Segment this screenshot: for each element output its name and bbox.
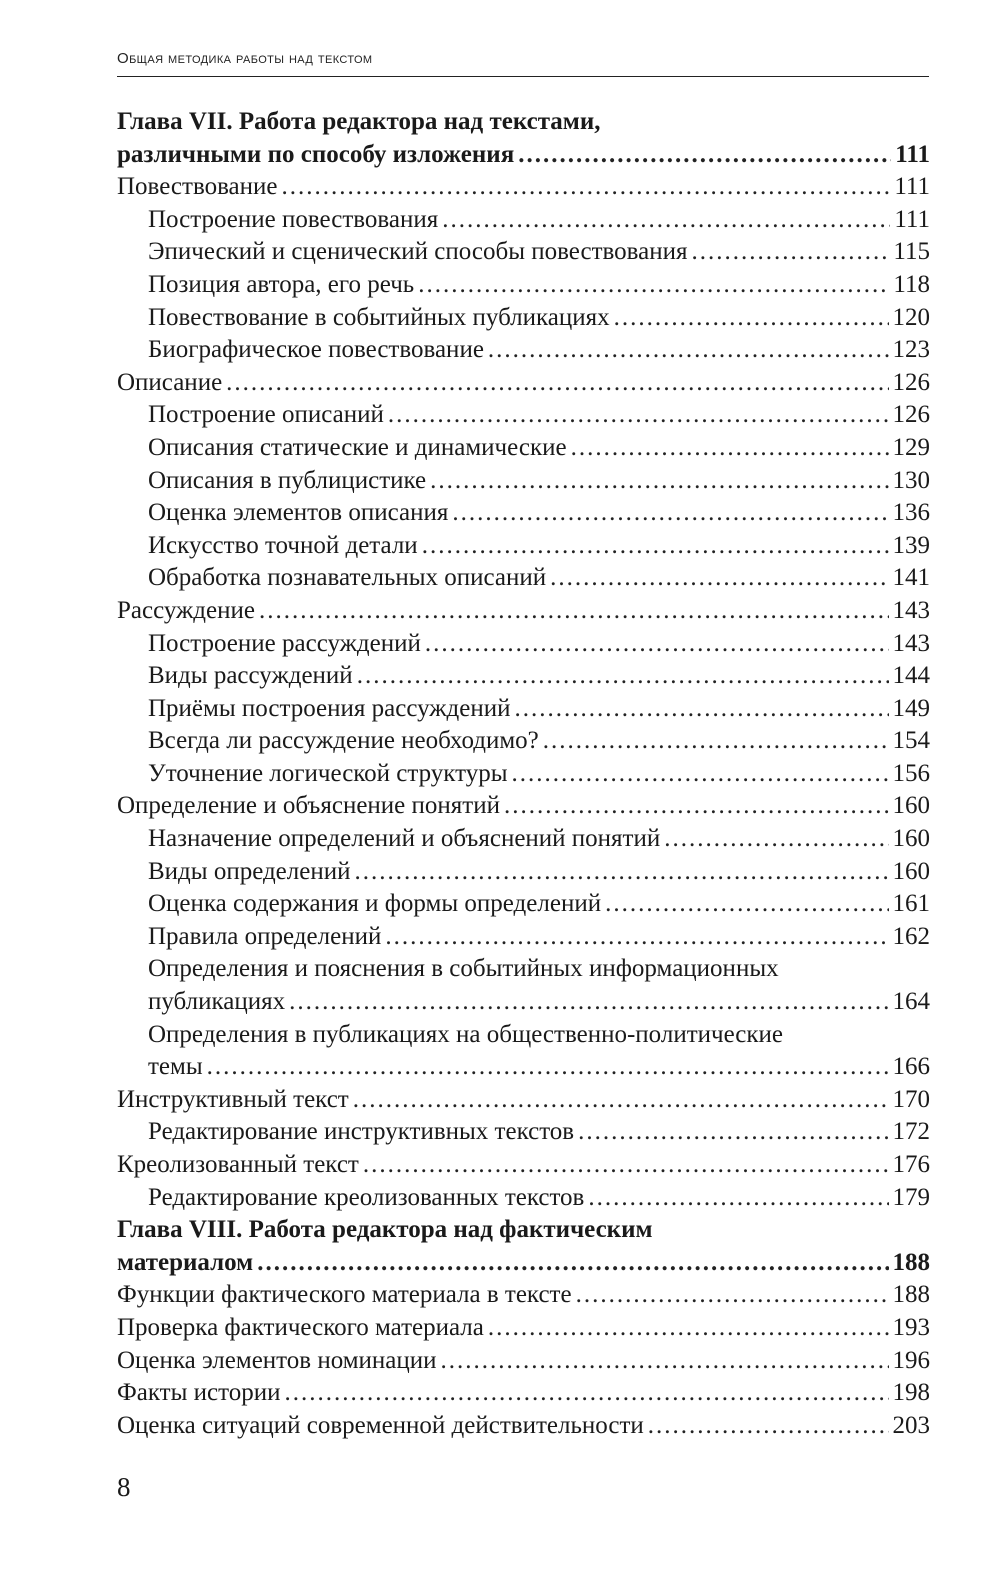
toc-entry-title: Позиция автора, его речь bbox=[148, 270, 415, 298]
toc-leader-dots bbox=[363, 1149, 889, 1182]
toc-entry-title: Редактирование креолизованных текстов bbox=[148, 1183, 585, 1211]
toc-entry bbox=[117, 660, 930, 693]
toc-entry bbox=[117, 562, 930, 595]
toc-entry-title: Факты истории bbox=[117, 1379, 281, 1407]
toc-entry bbox=[117, 432, 930, 465]
toc-entry-title: Описания в публицистике bbox=[148, 466, 427, 494]
toc-leader-dots bbox=[518, 139, 891, 172]
toc-entry-title: Виды определений bbox=[148, 857, 351, 885]
toc-entry bbox=[117, 204, 930, 237]
toc-entry-title: Искусство точной детали bbox=[148, 531, 418, 559]
running-head: Общая методика работы над текстом bbox=[117, 50, 929, 77]
toc-leader-dots bbox=[543, 725, 889, 758]
toc-entry-page: 129 bbox=[892, 433, 930, 461]
toc-entry-page: 143 bbox=[892, 596, 930, 624]
toc-entry bbox=[117, 367, 930, 400]
toc-entry-title: Глава VII. Работа редактора над текстами, bbox=[117, 108, 601, 135]
toc-entry-page: 166 bbox=[892, 1053, 930, 1081]
toc-entry-page: 149 bbox=[892, 694, 930, 722]
toc-leader-dots bbox=[430, 465, 888, 498]
toc-entry bbox=[117, 1247, 930, 1280]
toc-leader-dots bbox=[504, 790, 889, 823]
toc-entry-title: Приёмы построения рассуждений bbox=[148, 694, 511, 722]
toc-entry bbox=[117, 139, 930, 172]
toc-leader-dots bbox=[425, 628, 889, 661]
toc-leader-dots bbox=[422, 530, 889, 563]
toc-entry-title: Креолизованный текст bbox=[117, 1151, 359, 1178]
toc-leader-dots bbox=[259, 595, 889, 628]
toc-leader-dots bbox=[441, 1345, 889, 1378]
toc-entry bbox=[117, 921, 930, 954]
toc-entry bbox=[117, 1149, 930, 1182]
toc-entry-page: 160 bbox=[892, 825, 930, 853]
toc-entry-page: 115 bbox=[893, 238, 930, 266]
page-number: 8 bbox=[117, 1472, 131, 1502]
toc-entry bbox=[117, 1019, 930, 1052]
toc-leader-dots bbox=[648, 1410, 889, 1443]
toc-entry bbox=[117, 758, 930, 791]
toc-entry-page: 188 bbox=[892, 1248, 930, 1276]
toc-entry bbox=[117, 1051, 930, 1084]
toc-entry-title: Описание bbox=[117, 368, 223, 396]
toc-leader-dots bbox=[588, 1182, 888, 1215]
toc-entry-title: Построение повествования bbox=[148, 205, 439, 233]
toc-entry bbox=[117, 1214, 930, 1247]
toc-entry bbox=[117, 302, 930, 335]
toc-entry-title: Назначение определений и объяснений понятий bbox=[148, 825, 661, 853]
toc-entry bbox=[117, 236, 930, 269]
toc-entry-page: 196 bbox=[892, 1346, 930, 1374]
toc-entry-title: темы bbox=[148, 1053, 203, 1081]
toc-leader-dots bbox=[571, 432, 889, 465]
toc-entry bbox=[117, 628, 930, 661]
toc-entry-page: 203 bbox=[892, 1411, 930, 1439]
toc-leader-dots bbox=[576, 1279, 889, 1312]
toc-leader-dots bbox=[550, 562, 888, 595]
toc-entry-title: Уточнение логической структуры bbox=[148, 759, 508, 787]
toc-entry-title: Эпический и сценический способы повествования bbox=[148, 238, 688, 266]
toc-leader-dots bbox=[388, 399, 889, 432]
toc-entry-title: Обработка познавательных описаний bbox=[148, 564, 547, 592]
toc-leader-dots bbox=[664, 823, 888, 856]
toc-entry-title: Функции фактического материала в тексте bbox=[117, 1281, 572, 1309]
toc-entry bbox=[117, 497, 930, 530]
toc-entry bbox=[117, 1312, 930, 1345]
toc-entry-title: Оценка содержания и формы определений bbox=[148, 890, 602, 918]
toc-leader-dots bbox=[289, 986, 888, 1019]
toc-leader-dots bbox=[355, 856, 889, 889]
toc-entry bbox=[117, 725, 930, 758]
toc-leader-dots bbox=[515, 693, 889, 726]
toc-entry-page: 172 bbox=[892, 1118, 930, 1146]
toc-leader-dots bbox=[385, 921, 888, 954]
toc-entry-page: 130 bbox=[892, 466, 930, 494]
toc-entry-page: 126 bbox=[892, 368, 930, 396]
toc-entry bbox=[117, 790, 930, 823]
toc-entry-title: Построение рассуждений bbox=[148, 629, 421, 657]
toc-entry-title: Всегда ли рассуждение необходимо? bbox=[148, 727, 539, 755]
toc-entry-title: Построение описаний bbox=[148, 401, 384, 429]
toc-entry-title: Описания статические и динамические bbox=[148, 433, 567, 461]
toc-entry-title: Определение и объяснение понятий bbox=[117, 792, 500, 820]
toc-entry-page: 118 bbox=[893, 270, 930, 298]
toc-entry-page: 170 bbox=[892, 1085, 930, 1113]
toc-entry-page: 136 bbox=[892, 499, 930, 527]
toc-leader-dots bbox=[488, 1312, 889, 1345]
toc-leader-dots bbox=[357, 660, 889, 693]
toc-entry-page: 176 bbox=[892, 1151, 930, 1178]
toc-entry-title: Глава VIII. Работа редактора над фактическим bbox=[117, 1216, 653, 1244]
toc-entry-title: Оценка ситуаций современной действительности bbox=[117, 1411, 644, 1439]
toc-entry bbox=[117, 171, 930, 204]
toc-entry-page: 123 bbox=[892, 336, 930, 364]
toc-entry-page: 111 bbox=[895, 140, 930, 168]
toc-entry-title: публикациях bbox=[148, 988, 286, 1016]
toc-entry-page: 179 bbox=[892, 1183, 930, 1211]
toc-entry-title: Повествование bbox=[117, 173, 278, 201]
toc-entry-page: 120 bbox=[892, 303, 930, 331]
toc-entry-page: 141 bbox=[892, 564, 930, 592]
toc-leader-dots bbox=[452, 497, 888, 530]
toc-entry-page: 144 bbox=[892, 662, 930, 690]
toc-entry bbox=[117, 334, 930, 367]
toc-entry bbox=[117, 693, 930, 726]
toc-entry-title: различными по способу изложения bbox=[117, 140, 515, 168]
toc-entry-title: Оценка элементов номинации bbox=[117, 1346, 437, 1374]
toc-entry-title: Оценка элементов описания bbox=[148, 499, 449, 527]
toc-leader-dots bbox=[692, 236, 890, 269]
toc-leader-dots bbox=[418, 269, 889, 302]
toc-entry-page: 160 bbox=[892, 857, 930, 885]
toc-leader-dots bbox=[578, 1116, 888, 1149]
toc-entry-page: 111 bbox=[894, 173, 930, 201]
toc-entry-page: 156 bbox=[892, 759, 930, 787]
toc-entry-title: Правила определений bbox=[148, 922, 382, 950]
toc-entry-title: Биографическое повествование bbox=[148, 336, 484, 364]
toc-entry-page: 143 bbox=[892, 629, 930, 657]
toc-entry bbox=[117, 986, 930, 1019]
toc-leader-dots bbox=[614, 302, 889, 335]
toc-entry-title: Рассуждение bbox=[117, 596, 255, 624]
toc-entry bbox=[117, 1410, 930, 1443]
toc-entry bbox=[117, 953, 930, 986]
toc-entry bbox=[117, 1345, 930, 1378]
toc-entry bbox=[117, 530, 930, 563]
toc-entry-page: 111 bbox=[894, 205, 930, 233]
toc-leader-dots bbox=[257, 1247, 888, 1280]
toc-entry-title: Редактирование инструктивных текстов bbox=[148, 1118, 575, 1146]
table-of-contents bbox=[117, 106, 930, 1442]
toc-entry-page: 162 bbox=[892, 922, 930, 950]
toc-entry-page: 198 bbox=[892, 1379, 930, 1407]
toc-entry bbox=[117, 399, 930, 432]
toc-leader-dots bbox=[442, 204, 890, 237]
toc-entry bbox=[117, 1116, 930, 1149]
toc-entry-page: 160 bbox=[892, 792, 930, 820]
toc-leader-dots bbox=[207, 1051, 889, 1084]
toc-entry bbox=[117, 1182, 930, 1215]
toc-entry-page: 139 bbox=[892, 531, 930, 559]
toc-entry-page: 161 bbox=[892, 890, 930, 918]
toc-entry-title: Определения и пояснения в событийных информационных bbox=[148, 955, 779, 983]
toc-entry bbox=[117, 1377, 930, 1410]
toc-leader-dots bbox=[488, 334, 889, 367]
toc-entry bbox=[117, 823, 930, 856]
toc-entry bbox=[117, 1084, 930, 1117]
toc-entry-title: материалом bbox=[117, 1248, 254, 1276]
toc-entry bbox=[117, 106, 930, 139]
toc-entry bbox=[117, 888, 930, 921]
toc-entry-page: 193 bbox=[892, 1313, 930, 1341]
toc-leader-dots bbox=[284, 1377, 888, 1410]
toc-entry-title: Виды рассуждений bbox=[148, 662, 353, 690]
toc-leader-dots bbox=[282, 171, 891, 204]
toc-entry-page: 154 bbox=[892, 727, 930, 755]
toc-leader-dots bbox=[226, 367, 888, 400]
toc-entry-page: 188 bbox=[892, 1281, 930, 1309]
toc-leader-dots bbox=[353, 1084, 889, 1117]
toc-leader-dots bbox=[512, 758, 889, 791]
toc-entry-page: 164 bbox=[892, 988, 930, 1016]
toc-entry bbox=[117, 1279, 930, 1312]
toc-entry-title: Проверка фактического материала bbox=[117, 1313, 484, 1341]
toc-entry-title: Повествование в событийных публикациях bbox=[148, 303, 610, 331]
toc-entry bbox=[117, 856, 930, 889]
toc-entry-title: Определения в публикациях на общественно-политические bbox=[148, 1020, 784, 1048]
toc-entry bbox=[117, 595, 930, 628]
toc-entry bbox=[117, 465, 930, 498]
toc-leader-dots bbox=[605, 888, 888, 921]
toc-entry bbox=[117, 269, 930, 302]
toc-entry-page: 126 bbox=[892, 401, 930, 429]
toc-entry-title: Инструктивный текст bbox=[117, 1085, 349, 1113]
